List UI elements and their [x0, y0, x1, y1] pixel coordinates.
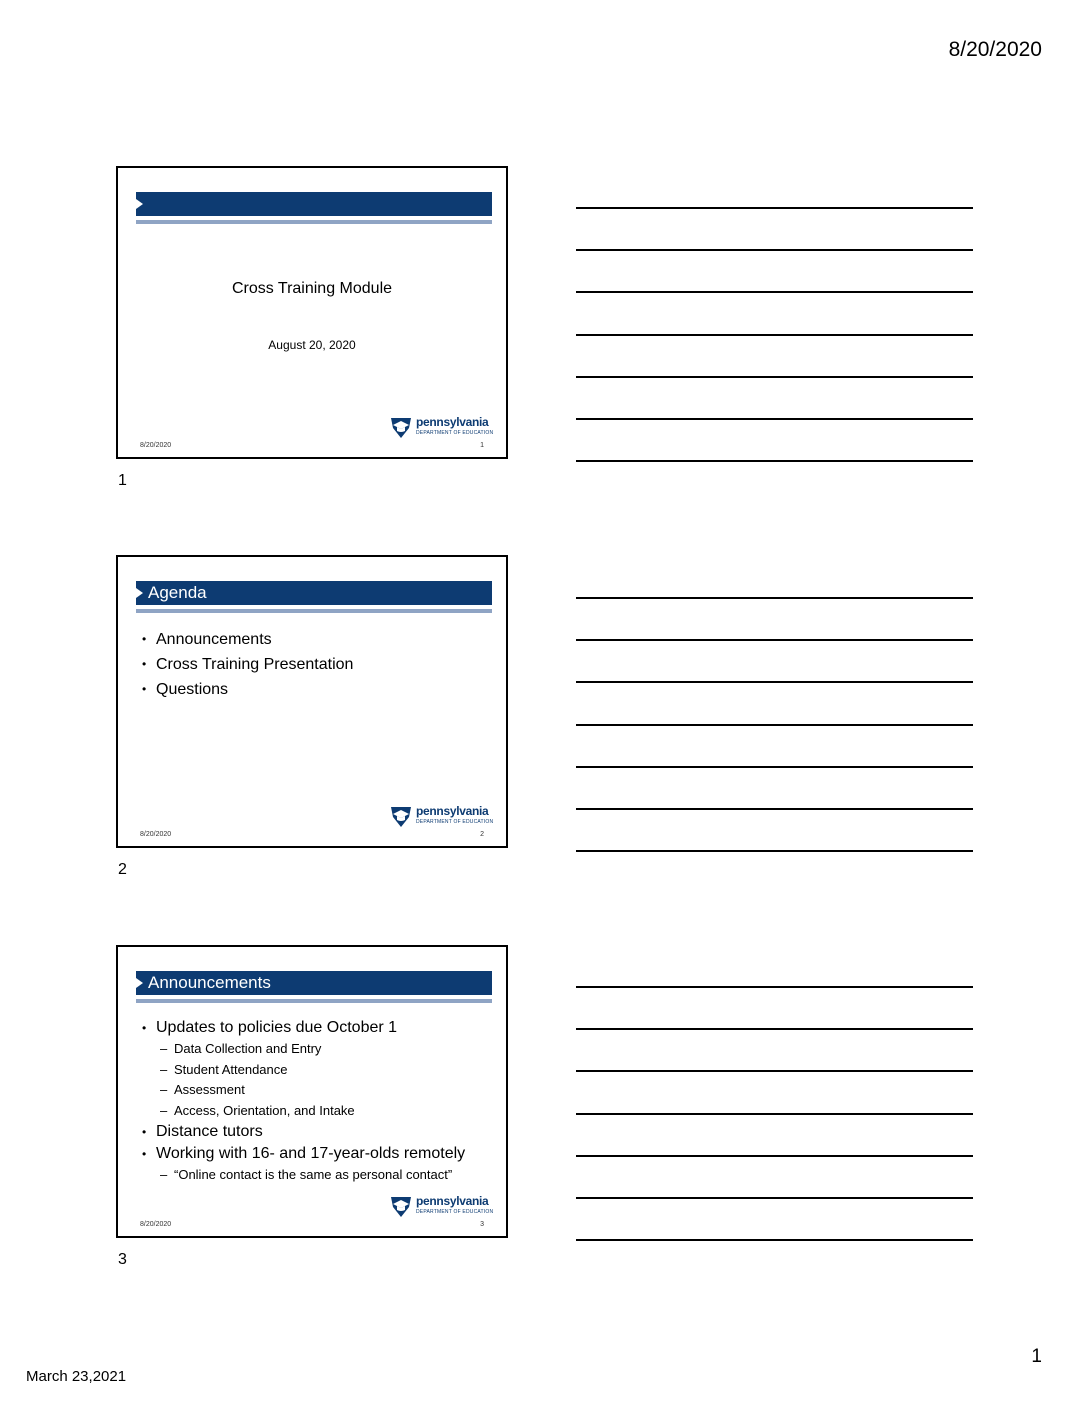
slide-footer-number: 3: [480, 1221, 484, 1228]
note-line: [576, 376, 973, 378]
slide-number: 3: [118, 1251, 127, 1268]
bullet-item: [142, 1017, 492, 1121]
keystone-graduation-cap-icon: [388, 415, 414, 439]
slide-title-bar: [136, 192, 492, 216]
logo-text: pennsylvania: [416, 804, 489, 818]
sub-bullet-item: – “Online contact is the same as personal contact”: [156, 1165, 492, 1186]
slide-title-bar: Agenda: [136, 581, 492, 605]
bullet-item: [142, 1121, 492, 1143]
sub-bullet-list: [156, 1039, 492, 1121]
bullet-item: • Cross Training Presentation: [142, 652, 492, 677]
note-line: [576, 207, 973, 209]
page-number: 1: [1031, 1346, 1042, 1367]
pa-education-logo: [388, 804, 494, 830]
note-line: [576, 460, 973, 462]
note-line: [576, 986, 973, 988]
cover-title: Cross Training Module: [231, 280, 393, 297]
slide-footer-number: 2: [480, 831, 484, 838]
note-line: [576, 1113, 973, 1115]
bullet-item: • Announcements: [142, 627, 492, 652]
slide-1: [116, 166, 508, 459]
slide-2: [116, 555, 508, 848]
title-rule: [136, 999, 492, 1003]
bullet-list: [142, 1017, 492, 1186]
note-line: [576, 850, 973, 852]
slide-footer-date: 8/20/2020: [140, 1221, 172, 1228]
bullet-item: • Questions: [142, 677, 492, 702]
bullet-list: [142, 627, 492, 702]
title-rule: [136, 220, 492, 224]
slide-footer-date: 8/20/2020: [140, 442, 172, 449]
slide-footer-date: 8/20/2020: [140, 831, 172, 838]
note-line: [576, 639, 973, 641]
note-line: [576, 1155, 973, 1157]
sub-bullet-item: – Assessment: [156, 1080, 492, 1101]
note-line: [576, 1070, 973, 1072]
page-date: 8/20/2020: [948, 38, 1042, 61]
keystone-graduation-cap-icon: [388, 1194, 414, 1218]
slide-footer-number: 1: [480, 442, 484, 449]
note-line: [576, 766, 973, 768]
title-rule: [136, 609, 492, 613]
logo-subtext: DEPARTMENT OF EDUCATION: [416, 430, 494, 436]
note-line: [576, 724, 973, 726]
logo-subtext: DEPARTMENT OF EDUCATION: [416, 819, 494, 825]
cover-date: August 20, 2020: [268, 338, 356, 352]
note-line: [576, 249, 973, 251]
bullet-text: Distance tutors: [156, 1123, 263, 1140]
note-line: [576, 1239, 973, 1241]
note-line: [576, 681, 973, 683]
sub-bullet-item: – Data Collection and Entry: [156, 1039, 492, 1060]
bullet-text: Updates to policies due October 1: [156, 1019, 398, 1036]
note-line: [576, 808, 973, 810]
note-line: [576, 418, 973, 420]
slide-number: 1: [118, 472, 127, 489]
bullet-text: Working with 16- and 17-year-olds remotely: [156, 1145, 466, 1162]
note-line: [576, 1197, 973, 1199]
note-line: [576, 597, 973, 599]
keystone-graduation-cap-icon: [388, 804, 414, 828]
logo-subtext: DEPARTMENT OF EDUCATION: [416, 1209, 494, 1215]
sub-bullet-item: – Student Attendance: [156, 1060, 492, 1081]
bullet-item: [142, 1143, 492, 1186]
slide-title-bar: Announcements: [136, 971, 492, 995]
slide-3: [116, 945, 508, 1238]
pa-education-logo: [388, 1194, 494, 1220]
sub-bullet-list: [156, 1165, 492, 1186]
logo-text: pennsylvania: [416, 1194, 489, 1208]
slide-number: 2: [118, 861, 127, 878]
logo-text: pennsylvania: [416, 415, 489, 429]
pa-education-logo: [388, 415, 494, 441]
sub-bullet-item: – Access, Orientation, and Intake: [156, 1101, 492, 1122]
note-line: [576, 291, 973, 293]
note-line: [576, 334, 973, 336]
note-line: [576, 1028, 973, 1030]
print-date: March 23,2021: [26, 1368, 127, 1385]
